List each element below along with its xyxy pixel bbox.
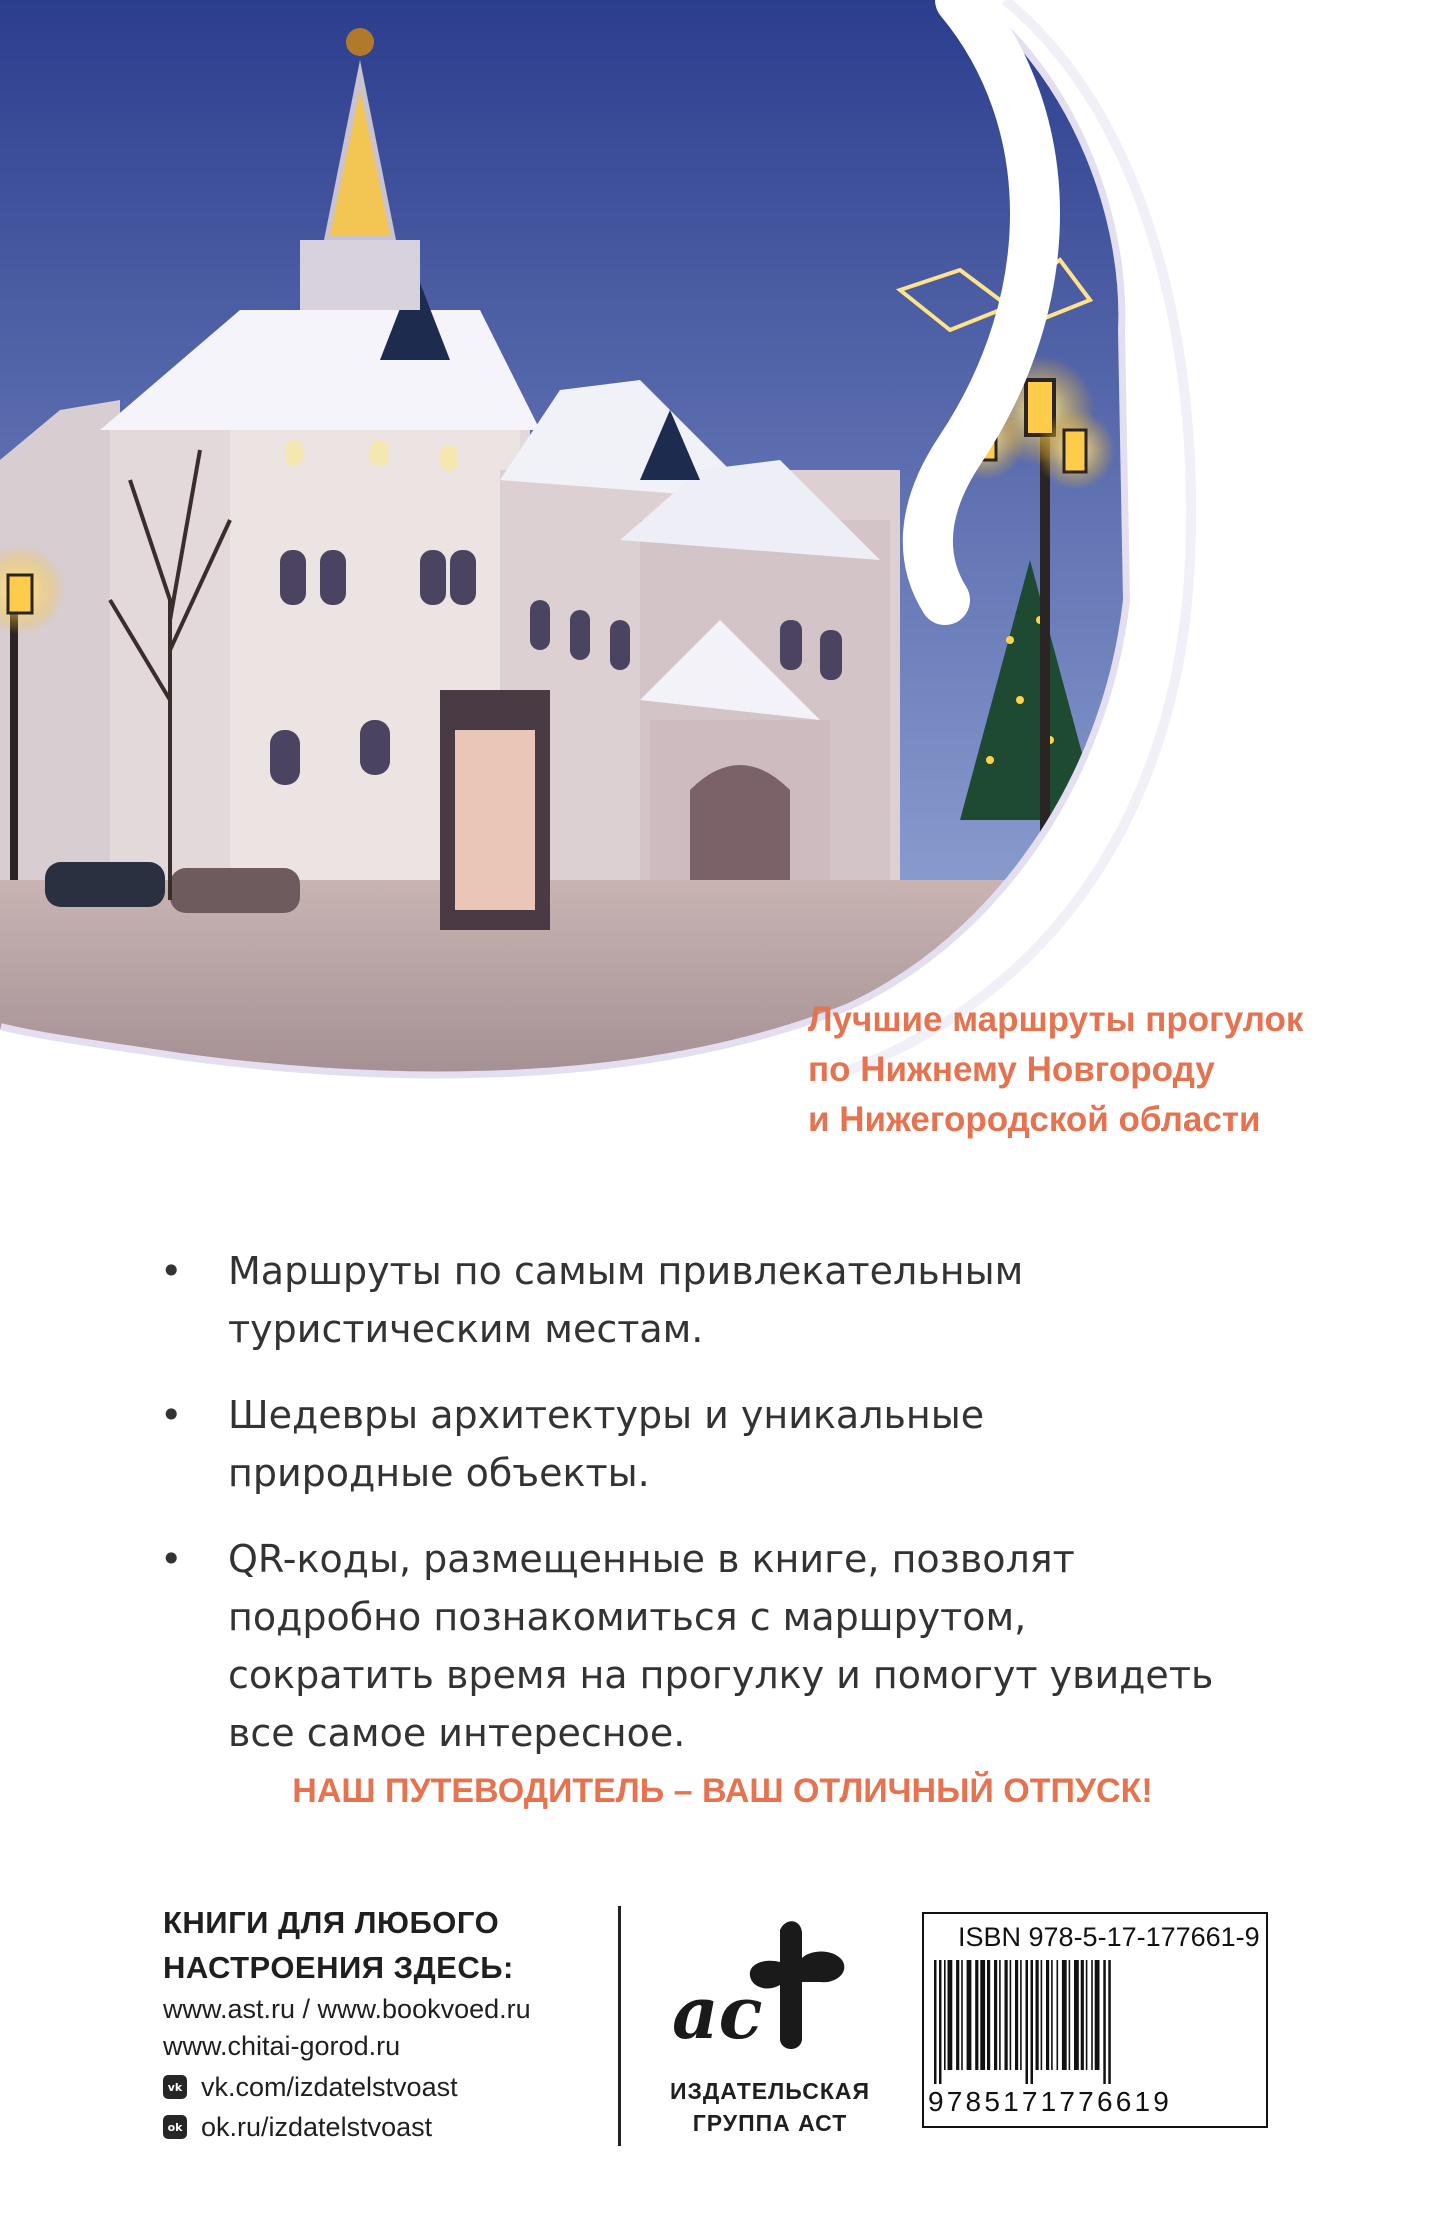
svg-text:ac: ac [672,1970,763,2055]
ok-icon: ok [163,2115,187,2139]
isbn-label: ISBN 978-5-17-177661-9 [958,1922,1260,1952]
barcode-bar [1091,1960,1093,2070]
barcode-bar [1041,1960,1043,2070]
barcode-bar [994,1960,997,2070]
feature-item [160,1386,1340,1502]
promo-heading-line: НАСТРОЕНИЯ ЗДЕСЬ: [163,1950,514,1985]
barcode-bar [1036,1960,1039,2070]
feature-list [160,1242,1340,1790]
barcode-bar [987,1960,990,2070]
tagline-line: и Нижегородской области [808,1100,1261,1139]
store-link[interactable]: www.ast.ru / www.bookvoed.ru [163,1994,531,2024]
barcode-bar [1081,1960,1084,2070]
barcode-bar [1020,1960,1022,2070]
publisher-name-line: ИЗДАТЕЛЬСКАЯ [669,2078,871,2104]
feature-text: туристическим местам. [228,1307,704,1351]
feature-text: Шедевры архитектуры и уникальные [228,1393,985,1437]
social-links [163,2067,458,2147]
barcode-bar [1062,1960,1067,2070]
tagline [808,995,1408,1145]
promo-heading [163,1900,514,1990]
barcode-bar [1051,1960,1053,2070]
barcode-bar [1069,1960,1071,2070]
bullet-icon: • [160,1537,183,1581]
tagline-line: по Нижнему Новгороду [808,1050,1215,1089]
barcode-bar [1095,1960,1100,2070]
social-link-text: ok.ru/izdatelstvoast [201,2111,433,2142]
barcode-bar [1026,1960,1029,2084]
feature-item [160,1242,1340,1358]
barcode-bar [961,1960,963,2070]
barcode-bar [1057,1960,1059,2070]
feature-text: подробно познакомиться с маршрутом, [228,1595,1027,1639]
vk-icon: vk [163,2075,187,2099]
store-link[interactable]: www.chitai-gorod.ru [163,2031,401,2061]
barcode-bar [1005,1960,1008,2070]
publisher-name-line: ГРУППА АСТ [692,2110,848,2136]
publisher-logo [660,1910,880,2060]
publisher-name [640,2075,900,2139]
barcode-bar [1031,1960,1034,2084]
ean-digits: 9785171776619 [928,2086,1173,2117]
barcode-bar [939,1960,942,2084]
feature-text: все самое интересное. [228,1711,686,1755]
store-links [163,1991,531,2065]
barcode-bar [1074,1960,1079,2070]
feature-text: природные объекты. [228,1451,650,1495]
barcode-bar [1103,1960,1106,2084]
social-link-vk[interactable] [163,2067,458,2107]
feature-text: Маршруты по самым привлекательным [228,1249,1024,1293]
slogan: НАШ ПУТЕВОДИТЕЛЬ – ВАШ ОТЛИЧНЫЙ ОТПУСК! [292,1772,1153,1810]
barcode-bar [1108,1960,1111,2084]
barcode-bar [980,1960,985,2070]
barcode-bar [1086,1960,1088,2070]
barcode-bars [932,1960,1258,2084]
barcode-bar [948,1960,953,2070]
barcode-bar [944,1960,946,2070]
social-link-ok[interactable] [163,2107,458,2147]
barcode-bar [967,1960,972,2070]
isbn-barcode [922,1912,1268,2128]
barcode-bar [956,1960,959,2070]
feature-item [160,1530,1340,1762]
feature-text: QR-коды, размещенные в книге, позволят [228,1537,1075,1581]
bullet-icon: • [160,1393,183,1437]
barcode-bar [1015,1960,1018,2070]
barcode-bar [975,1960,978,2070]
barcode-bar [1010,1960,1012,2070]
social-link-text: vk.com/izdatelstvoast [201,2071,458,2102]
barcode-bar [934,1960,937,2084]
bullet-icon: • [160,1249,183,1293]
divider [618,1906,621,2146]
feature-text: сократить время на прогулку и помогут увидеть [228,1653,1214,1697]
barcode-bar [999,1960,1001,2070]
promo-heading-line: КНИГИ ДЛЯ ЛЮБОГО [163,1905,500,1940]
tagline-line: Лучшие маршруты прогулок [808,1000,1304,1039]
barcode-bar [1046,1960,1049,2070]
